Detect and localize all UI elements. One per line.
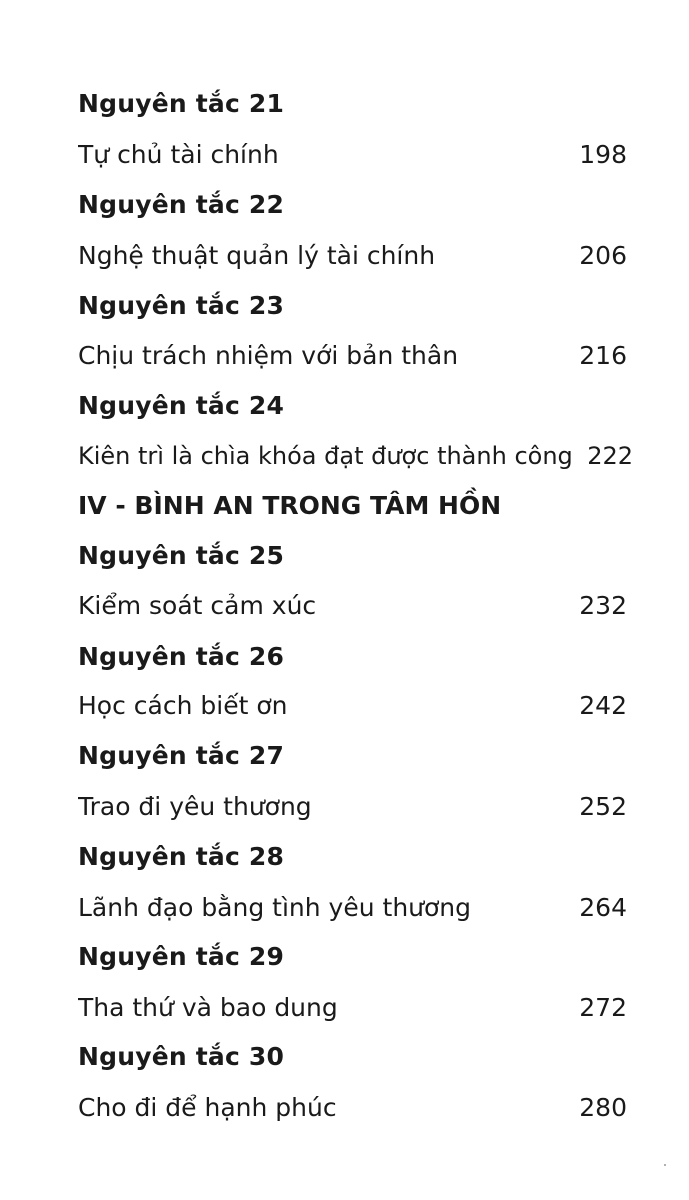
entry-title: Tha thứ và bao dung (78, 993, 338, 1022)
entry-title: Trao đi yêu thương (78, 792, 312, 821)
toc-entry (78, 135, 627, 175)
entry-page-number: 252 (579, 792, 627, 821)
entry-page-number: 272 (579, 993, 627, 1022)
principle-heading: Nguyên tắc 27 (78, 741, 285, 770)
toc-entry (78, 686, 627, 726)
entry-page-number: 232 (579, 591, 627, 620)
principle-heading: Nguyên tắc 26 (78, 642, 285, 671)
toc-entry (78, 787, 627, 827)
entry-page-number: 216 (579, 341, 627, 370)
principle-heading: Nguyên tắc 21 (78, 89, 285, 118)
entry-title: Nghệ thuật quản lý tài chính (78, 241, 436, 270)
toc-entry (78, 436, 633, 476)
toc-entry (78, 336, 627, 376)
principle-heading: Nguyên tắc 23 (78, 291, 285, 320)
toc-entry (78, 586, 627, 626)
entry-title: Kiểm soát cảm xúc (78, 591, 317, 620)
scan-speck (664, 1164, 666, 1166)
section-heading: IV - BÌNH AN TRONG TÂM HỒN (78, 491, 502, 520)
entry-page-number: 206 (579, 241, 627, 270)
principle-heading: Nguyên tắc 30 (78, 1042, 285, 1071)
principle-heading: Nguyên tắc 29 (78, 942, 285, 971)
entry-title: Cho đi để hạnh phúc (78, 1093, 337, 1122)
entry-title: Kiên trì là chìa khóa đạt được thành công (78, 442, 573, 470)
principle-heading: Nguyên tắc 25 (78, 541, 285, 570)
principle-heading: Nguyên tắc 22 (78, 190, 285, 219)
principle-heading: Nguyên tắc 28 (78, 842, 285, 871)
entry-title: Tự chủ tài chính (78, 140, 279, 169)
toc-entry (78, 1088, 627, 1128)
entry-page-number: 264 (579, 893, 627, 922)
entry-page-number: 198 (579, 140, 627, 169)
toc-entry (78, 988, 627, 1028)
entry-title: Học cách biết ơn (78, 691, 288, 720)
entry-title: Chịu trách nhiệm với bản thân (78, 341, 459, 370)
toc-entry (78, 236, 627, 276)
principle-heading: Nguyên tắc 24 (78, 391, 285, 420)
entry-page-number: 280 (579, 1093, 627, 1122)
entry-page-number: 222 (587, 442, 633, 470)
toc-entry (78, 888, 627, 928)
entry-page-number: 242 (579, 691, 627, 720)
entry-title: Lãnh đạo bằng tình yêu thương (78, 893, 472, 922)
